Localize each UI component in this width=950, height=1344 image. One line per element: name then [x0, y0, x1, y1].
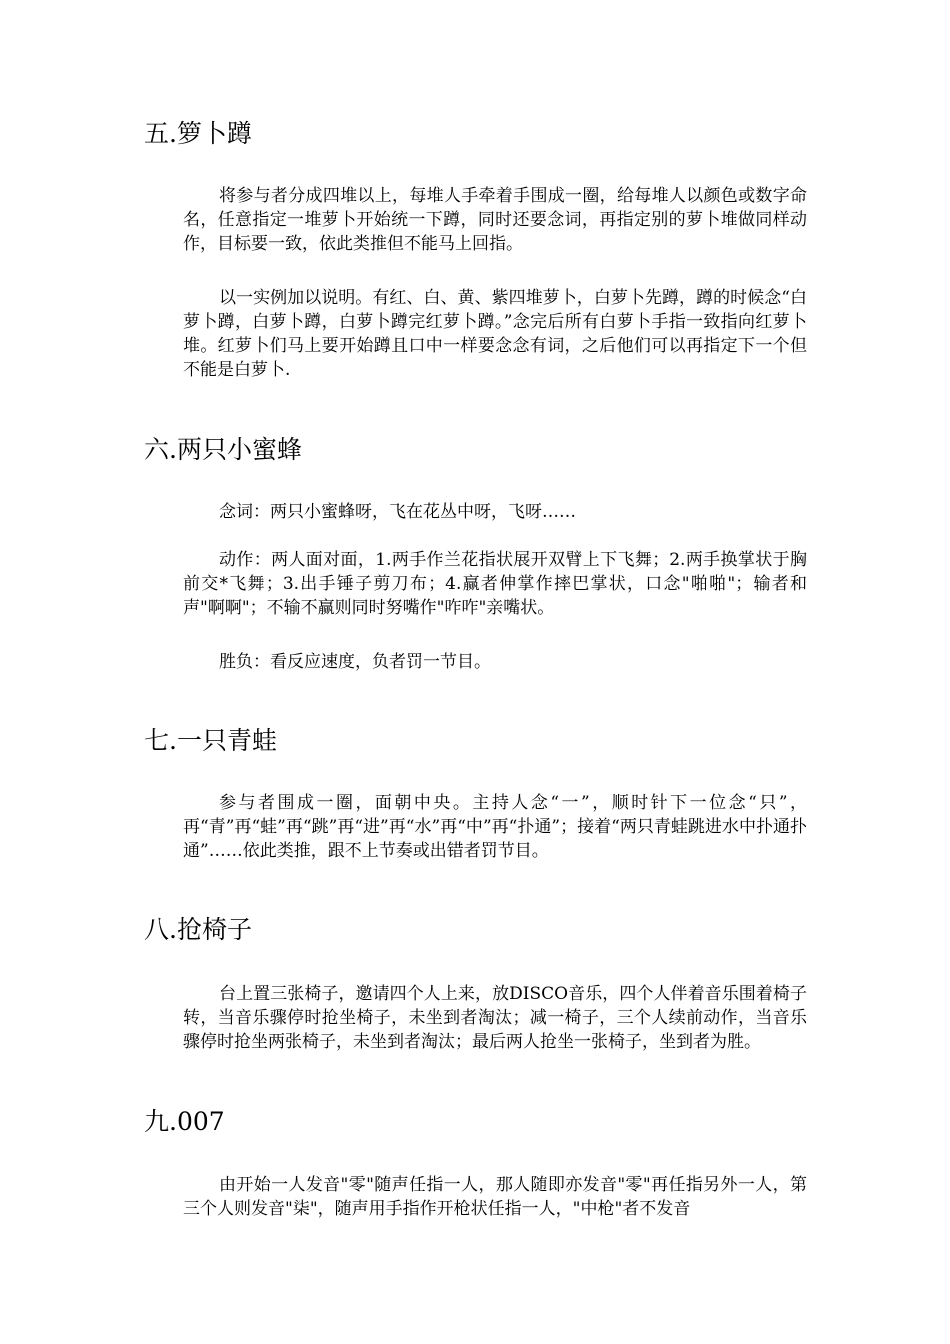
section-title-bees: 六.两只小蜜蜂 — [144, 435, 302, 464]
section-paragraph: 台上置三张椅子，邀请四个人上来，放DISCO音乐，四个人伴着音乐围着椅子转，当音乐骤停时抢坐椅子，未坐到者淘汰；减一椅子，三个人续前动作，当音乐骤停时抢坐两张椅子，未坐到者淘汰；最后两人抢坐一张椅子，坐到者为胜。 — [183, 984, 807, 1052]
section-title-chairs: 八.抢椅子 — [144, 915, 252, 944]
section-paragraph: 念词：两只小蜜蜂呀，飞在花丛中呀，飞呀…… — [219, 502, 576, 522]
section-paragraph: 参与者围成一圈，面朝中央。主持人念“一”，顺时针下一位念“只”，再“青”再“蛙”再“跳”再“进”再“水”再“中”再“扑通”；接着“两只青蛙跳进水中扑通扑通”……依此类推，跟不上节奏或出错者罚节目。 — [183, 793, 807, 861]
section-title-luobodun: 五.箩卜蹲 — [144, 119, 252, 148]
section-paragraph: 以一实例加以说明。有红、白、黄、紫四堆萝卜，白萝卜先蹲，蹲的时候念“白萝卜蹲，白萝卜蹲，白萝卜蹲完红萝卜蹲。”念完后所有白萝卜手指一致指向红萝卜堆。红萝卜们马上要开始蹲且口中一样要念念有词，之后他们可以再指定下一个但不能是白萝卜. — [183, 288, 807, 380]
section-title-007: 九.007 — [144, 1107, 225, 1136]
section-title-frog: 七.一只青蛙 — [144, 726, 277, 755]
section-paragraph: 将参与者分成四堆以上，每堆人手牵着手围成一圈，给每堆人以颜色或数字命名，任意指定一堆萝卜开始统一下蹲，同时还要念词，再指定别的萝卜堆做同样动作，目标要一致，依此类推但不能马上回指。 — [183, 186, 807, 254]
section-paragraph: 胜负：看反应速度，负者罚一节目。 — [219, 652, 491, 672]
section-paragraph: 动作：两人面对面，1.两手作兰花指状展开双臂上下飞舞；2.两手换掌状于胸前交*飞舞；3.出手锤子剪刀布；4.赢者伸掌作摔巴掌状，口念"啪啪"；输者和声"啊啊"；不输不赢则同时努嘴作"咋咋"亲嘴状。 — [183, 550, 807, 618]
section-paragraph: 由开始一人发音"零"随声任指一人，那人随即亦发音"零"再任指另外一人，第三个人则发音"柒"，随声用手指作开枪状任指一人，"中枪"者不发音 — [183, 1175, 807, 1219]
